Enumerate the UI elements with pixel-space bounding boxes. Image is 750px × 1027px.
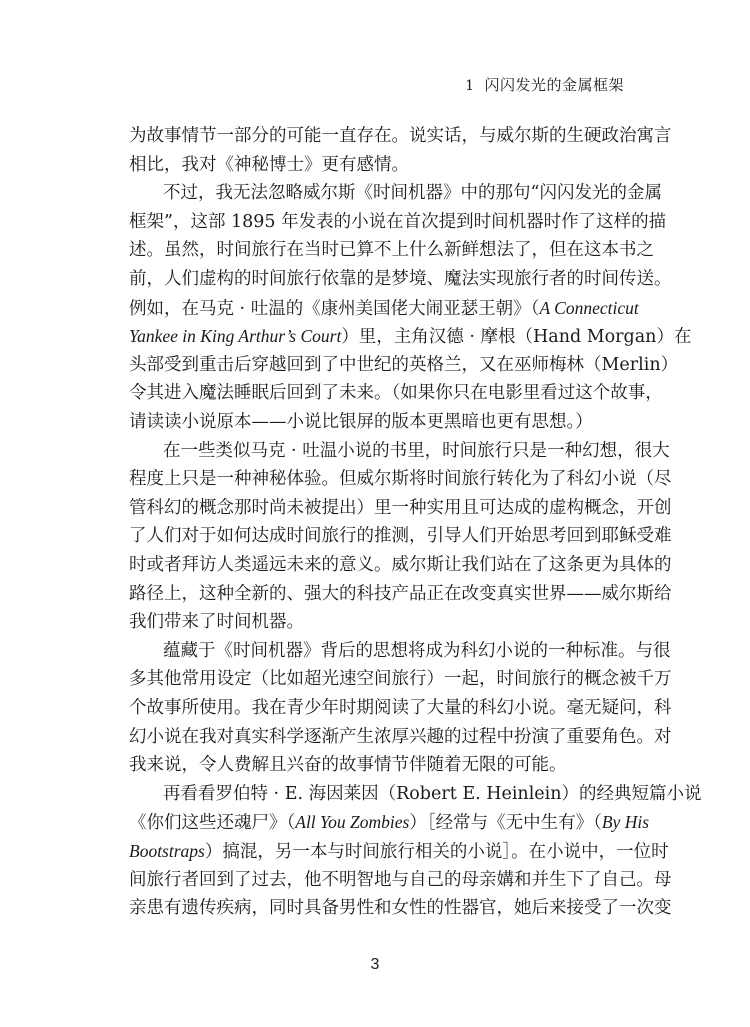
text-run: 例如，在马克 · 吐温的《康州美国佬大闹亚瑟王朝》（: [129, 298, 540, 319]
running-header: [465, 74, 624, 95]
text-run: ）里，主角汉德 · 摩根（Hand Morgan）在: [341, 327, 692, 348]
text-line: 框架”，这部 1895 年发表的小说在首次提到时间机器时作了这样的描: [129, 211, 667, 232]
text-line: 了人们对于如何达成时间旅行的推测，引导人们开始思考回到耶稣受难: [129, 526, 672, 547]
text-line: 头部受到重击后穿越回到了中世纪的英格兰，又在巫师梅林（Merlin）: [129, 354, 679, 375]
text-line: [129, 812, 650, 834]
text-line: [129, 326, 692, 348]
text-line: 为故事情节一部分的可能一直存在。说实话，与威尔斯的生硬政治寓言: [129, 126, 672, 146]
text-line: [129, 841, 669, 862]
chapter-title: 闪闪发光的金属框架: [484, 76, 624, 94]
text-line: 我们带来了时间机器。: [129, 612, 304, 633]
text-line: 相比，我对《神秘博士》更有感情。: [129, 154, 409, 175]
page-number: 3: [370, 956, 380, 973]
text-line: 再看看罗伯特 · E. 海因莱因（Robert E. Heinlein）的经典短篇小说: [163, 783, 702, 804]
text-line: 我来说，令人费解且兴奋的故事情节伴随着无限的可能。: [129, 755, 567, 776]
text-line: 程度上只是一种神秘体验。但威尔斯将时间旅行转化为了科幻小说（尽: [129, 469, 672, 490]
text-line: 不过，我无法忽略威尔斯《时间机器》中的那句“闪闪发光的金属: [163, 183, 662, 204]
text-line: 多其他常用设定（比如超光速空间旅行）一起，时间旅行的概念被千万: [129, 669, 672, 690]
text-run: 《你们这些还魂尸》（: [129, 813, 296, 834]
text-line: [129, 297, 639, 319]
text-line: 管科幻的概念那时尚未被提出）里一种实用且可达成的虚构概念，开创: [129, 497, 672, 518]
text-line: 时或者拜访人类遥远未来的意义。威尔斯让我们站在了这条更为具体的: [129, 555, 672, 575]
italic-title: By His: [601, 812, 650, 833]
text-line: 路径上，这种全新的、强大的科技产品正在改变真实世界——威尔斯给: [129, 583, 672, 604]
text-line: 请读读小说原本——小说比银屏的版本更黑暗也更有思想。）: [129, 412, 593, 432]
text-line: 前，人们虚构的时间旅行依靠的是梦境、魔法实现旅行者的时间传送。: [129, 269, 672, 289]
text-line: 个故事所使用。我在青少年时期阅读了大量的科幻小说。毫无疑问，科: [129, 698, 672, 718]
text-line: 令其进入魔法睡眠后回到了未来。（如果你只在电影里看过这个故事，: [129, 383, 663, 404]
text-line: 在一些类似马克 · 吐温小说的书里，时间旅行只是一种幻想，很大: [163, 440, 670, 461]
text-line: 蕴藏于《时间机器》背后的思想将成为科幻小说的一种标准。与很: [163, 640, 671, 661]
italic-title: All You Zombies: [295, 812, 410, 833]
italic-title: A Connecticut: [539, 297, 639, 318]
text-line: 述。虽然，时间旅行在当时已算不上什么新鲜想法了，但在这本书之: [129, 240, 654, 261]
chapter-number: 1: [465, 78, 475, 94]
italic-title: Bootstraps: [129, 841, 205, 861]
text-run: ）［经常与《无中生有》（: [409, 813, 602, 834]
italic-title: Yankee in King Arthur’s Court: [129, 326, 342, 347]
text-line: 亲患有遗传疾病，同时具备男性和女性的性器官，她后来接受了一次变: [129, 898, 672, 919]
text-line: 幻小说在我对真实科学逐渐产生浓厚兴趣的过程中扮演了重要角色。对: [129, 726, 672, 747]
text-run: ）搞混，另一本与时间旅行相关的小说］。在小说中，一位时: [204, 842, 669, 862]
text-line: 间旅行者回到了过去，他不明智地与自己的母亲媾和并生下了自己。母: [129, 869, 672, 890]
